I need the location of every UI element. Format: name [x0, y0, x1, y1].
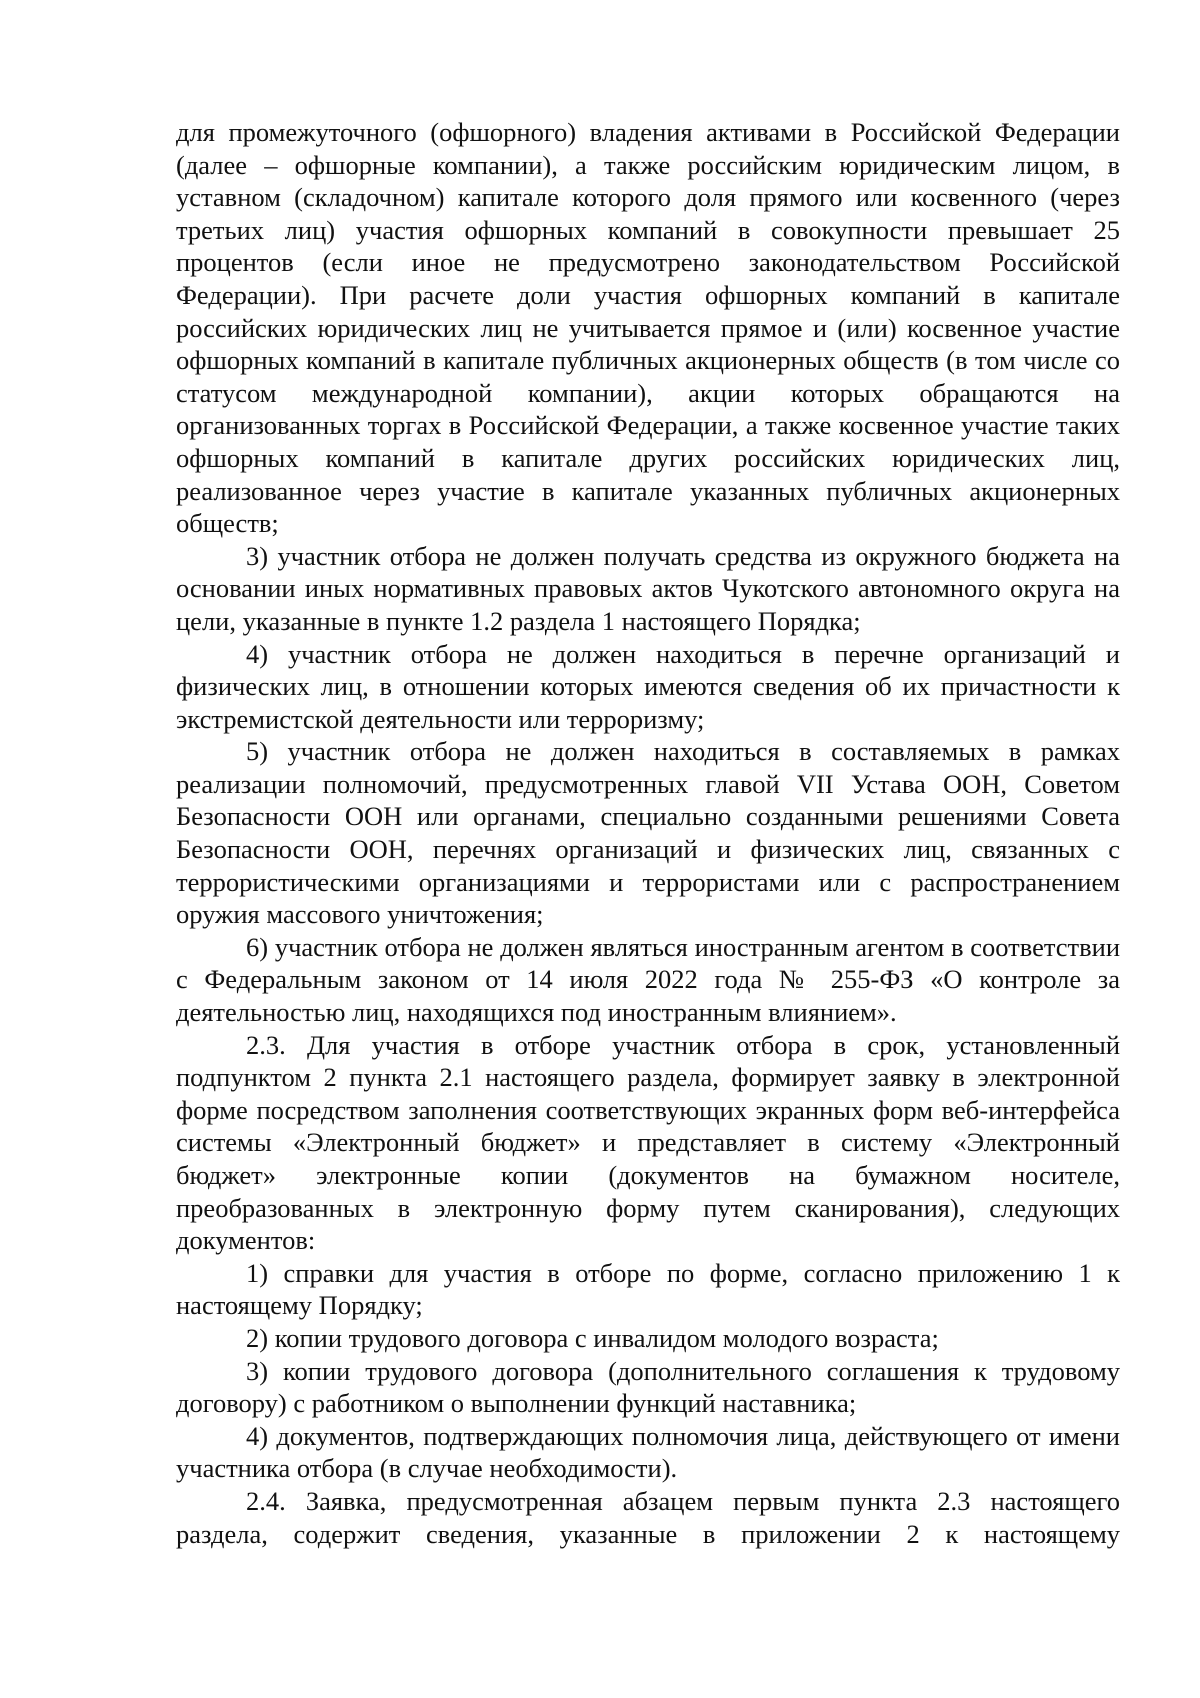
paragraph-doc-2: 2) копии трудового договора с инвалидом молодого возраста; — [246, 1322, 939, 1353]
paragraph-2-4: 2.4. Заявка, предусмотренная абзацем первым пункта 2.3 настоящего раздела, содержит сведения, указанные в приложении 2 к настоящему — [176, 1485, 1120, 1549]
document-body — [176, 116, 1120, 1550]
paragraph-doc-3: 3) копии трудового договора (дополнительного соглашения к трудовому договору) с работником о выполнении функций наставника; — [176, 1355, 1120, 1419]
paragraph-2-3: 2.3. Для участия в отборе участник отбора в срок, установленный подпунктом 2 пункта 2.1 настоящего раздела, формирует заявку в электронной форме посредством заполнения соответствующих экранных форм веб-интерфейса системы «Электронный бюджет» и представляет в систему «Электронный бюджет» электронные копии (документов на бумажном носителе, преобразованных в электронную форму путем сканирования), следующих документов: — [176, 1029, 1120, 1256]
paragraph-item-3: 3) участник отбора не должен получать средства из окружного бюджета на основании иных нормативных правовых актов Чукотского автономного округа на цели, указанные в пункте 1.2 раздела 1 настоящего Порядка; — [176, 540, 1120, 636]
paragraph-item-5: 5) участник отбора не должен находиться в составляемых в рамках реализации полномочий, предусмотренных главой VII Устава ООН, Советом Безопасности ООН или органами, специально созданными решениями Совета Безопасности ООН, перечнях организаций и физических лиц, связанных с террористическими организациями и террористами или с распространением оружия массового уничтожения; — [176, 736, 1120, 930]
paragraph-doc-1: 1) справки для участия в отборе по форме, согласно приложению 1 к настоящему Порядку; — [176, 1257, 1120, 1321]
paragraph-offshore-continuation: для промежуточного (офшорного) владения активами в Российской Федерации (далее – офшорные компании), а также российским юридическим лицом, в уставном (складочном) капитале которого доля прямого или косвенного (через третьих лиц) участия офшорных компаний в совокупности превышает 25 процентов (если иное не предусмотрено законодательством Российской Федерации). При расчете доли участия офшорных компаний в капитале российских юридических лиц не учитывается прямое и (или) косвенное участие офшорных компаний в капитале публичных акционерных обществ (в том числе со статусом международной компании), акции которых обращаются на организованных торгах в Российской Федерации, а также косвенное участие таких офшорных компаний в капитале других российских юридических лиц, реализованное через участие в капитале указанных публичных акционерных обществ; — [176, 117, 1120, 539]
paragraph-item-6: 6) участник отбора не должен являться иностранным агентом в соответствии с Федеральным законом от 14 июля 2022 года № 255-ФЗ «О контроле за деятельностью лиц, находящихся под иностранным влиянием». — [176, 931, 1120, 1028]
paragraph-doc-4: 4) документов, подтверждающих полномочия лица, действующего от имени участника отбора (в случае необходимости). — [176, 1420, 1120, 1484]
paragraph-item-4: 4) участник отбора не должен находиться в перечне организаций и физических лиц, в отношении которых имеются сведения об их причастности к экстремистской деятельности или терроризму; — [176, 638, 1120, 734]
